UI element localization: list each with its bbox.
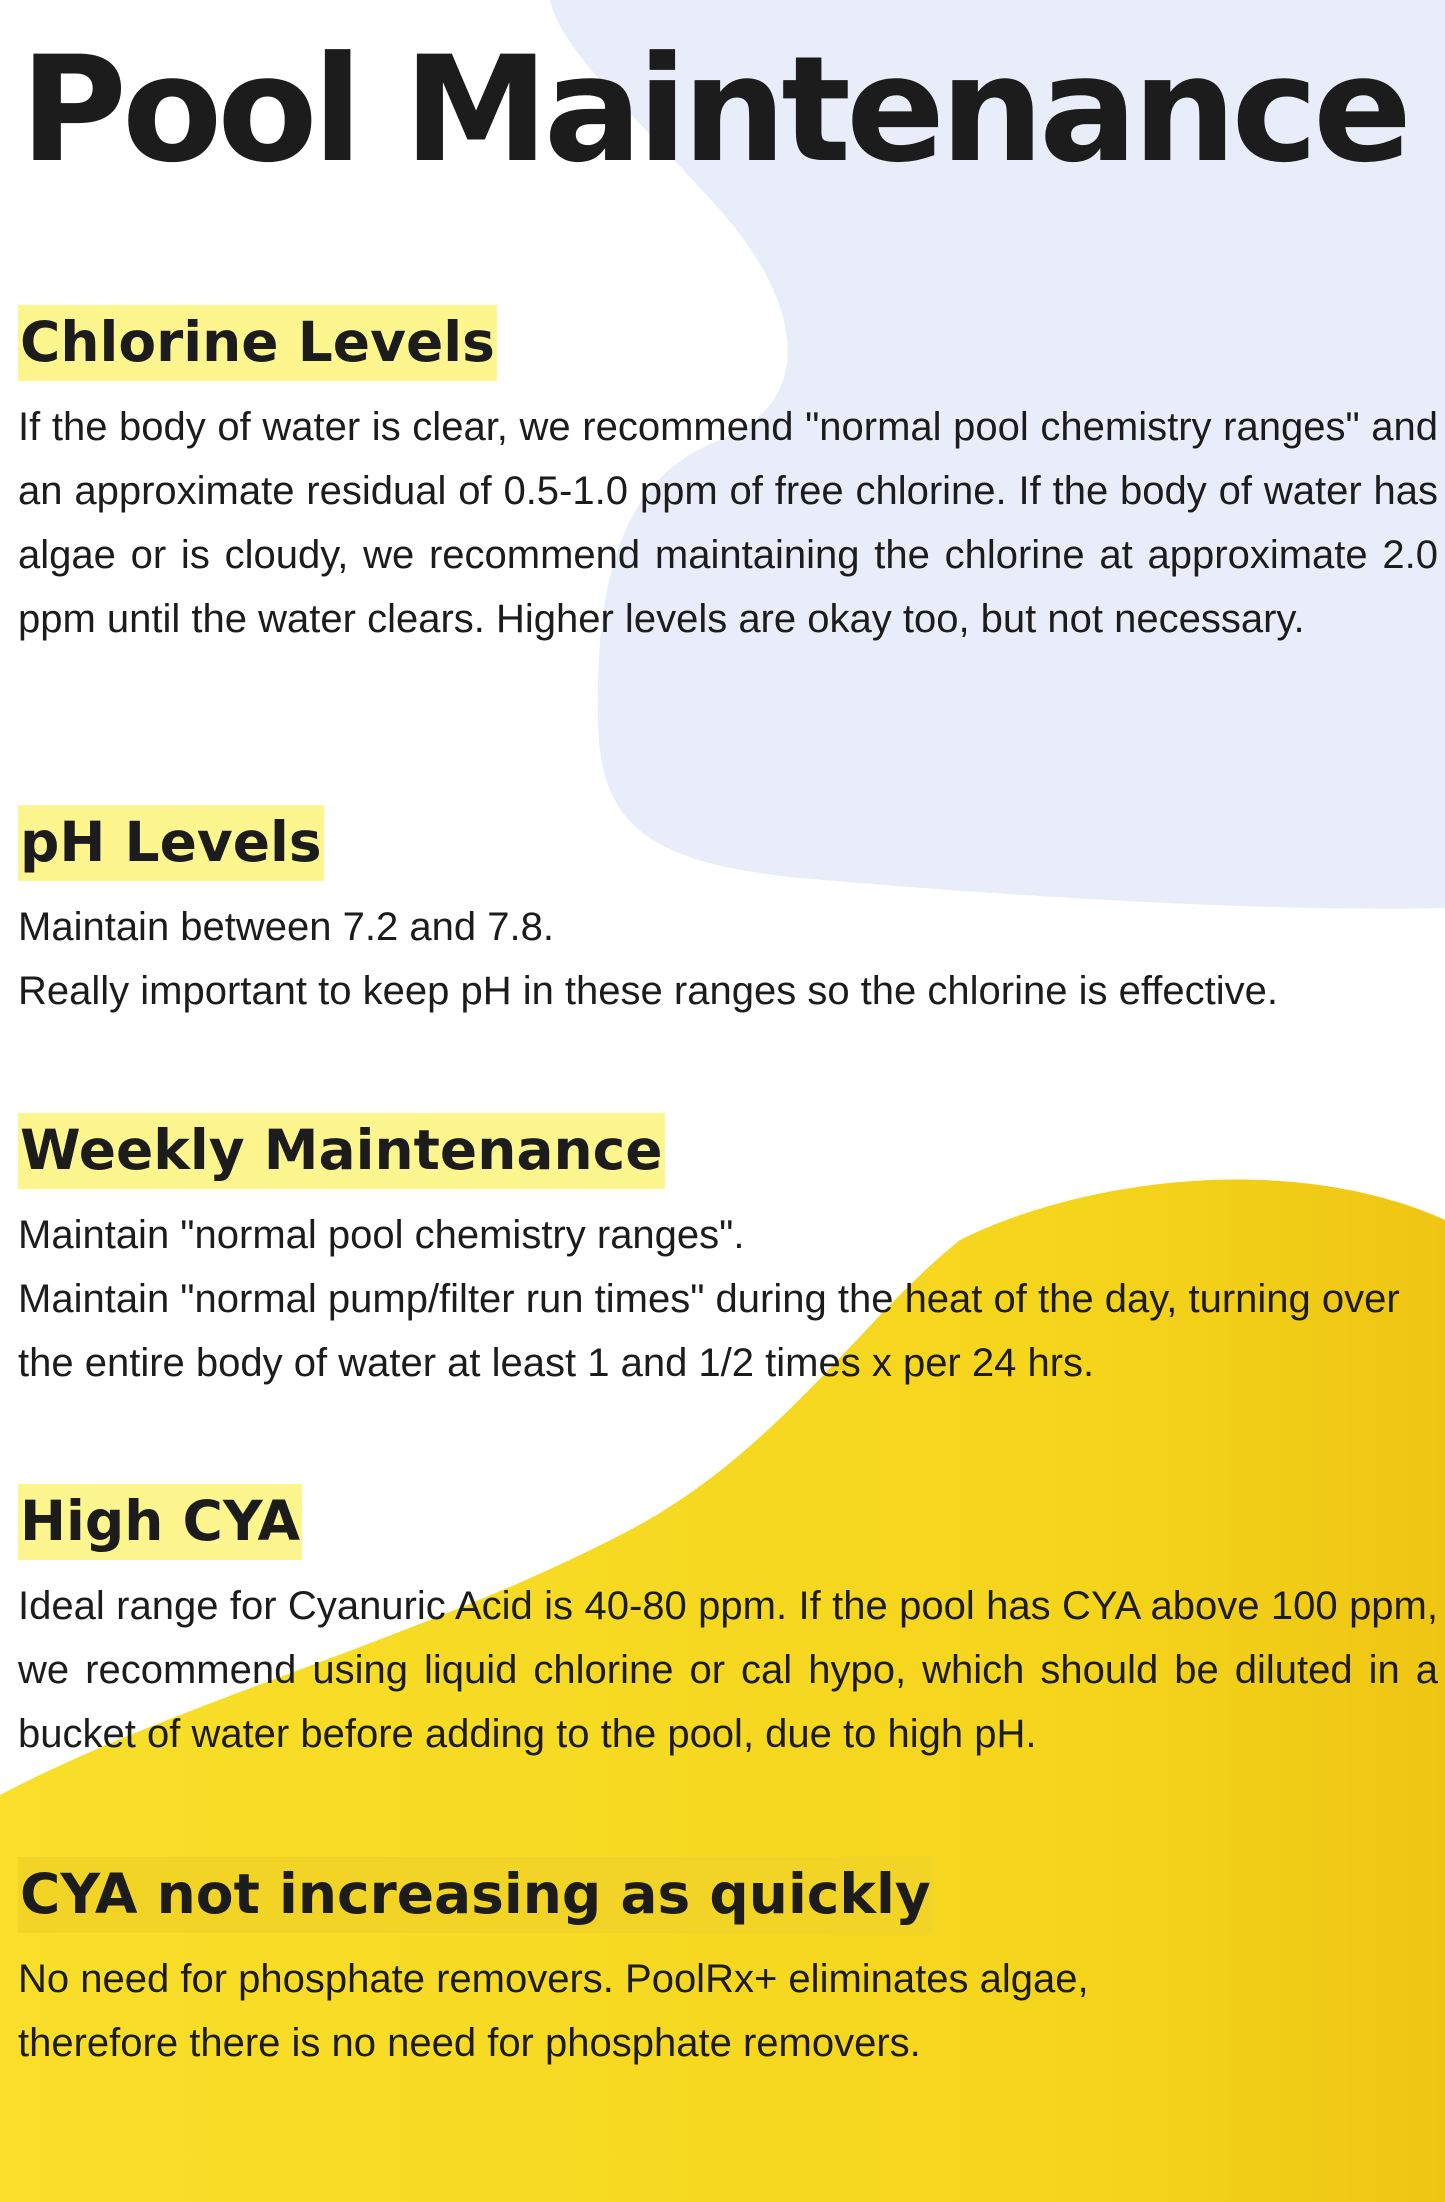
section-chlorine-levels [18, 305, 1438, 651]
section-paragraph: Really important to keep pH in these ranges so the chlorine is effective. [18, 969, 1278, 1013]
section-paragraph: If the body of water is clear, we recommend "normal pool chemistry ranges" and an approximate residual of 0.5-1.0 ppm of free chlorine. If the body of water has algae or is cloudy, we recommend maintaining the chlorine at approximate 2.0 ppm until the water clears. Higher levels are okay too, but not necessary. [18, 405, 1438, 641]
section-paragraph: No need for phosphate removers. PoolRx+ eliminates algae, therefore there is no need for phosphate removers. [18, 1957, 1089, 2065]
section-heading: High CYA [18, 1484, 302, 1560]
section-paragraph: Maintain between 7.2 and 7.8. [18, 905, 554, 949]
section-heading: pH Levels [18, 805, 324, 881]
section-weekly-maintenance [18, 1113, 1438, 1395]
section-heading: Chlorine Levels [18, 305, 497, 381]
section-ph-levels [18, 805, 1438, 1023]
section-heading: Weekly Maintenance [18, 1113, 665, 1189]
section-paragraph: Maintain "normal pool chemistry ranges". [18, 1213, 745, 1257]
section-high-cya [18, 1484, 1438, 1766]
section-paragraph: Ideal range for Cyanuric Acid is 40-80 ppm. If the pool has CYA above 100 ppm, we recommend using liquid chlorine or cal hypo, which should be diluted in a bucket of water before adding to the pool, due to high pH. [18, 1584, 1438, 1756]
section-paragraph: Maintain "normal pump/filter run times" during the heat of the day, turning over the entire body of water at least 1 and 1/2 times x per 24 hrs. [18, 1277, 1400, 1385]
page-title: Pool Maintenance [20, 25, 1408, 195]
section-cya-not-increasing [18, 1857, 1438, 2075]
section-heading: CYA not increasing as quickly [18, 1857, 933, 1933]
